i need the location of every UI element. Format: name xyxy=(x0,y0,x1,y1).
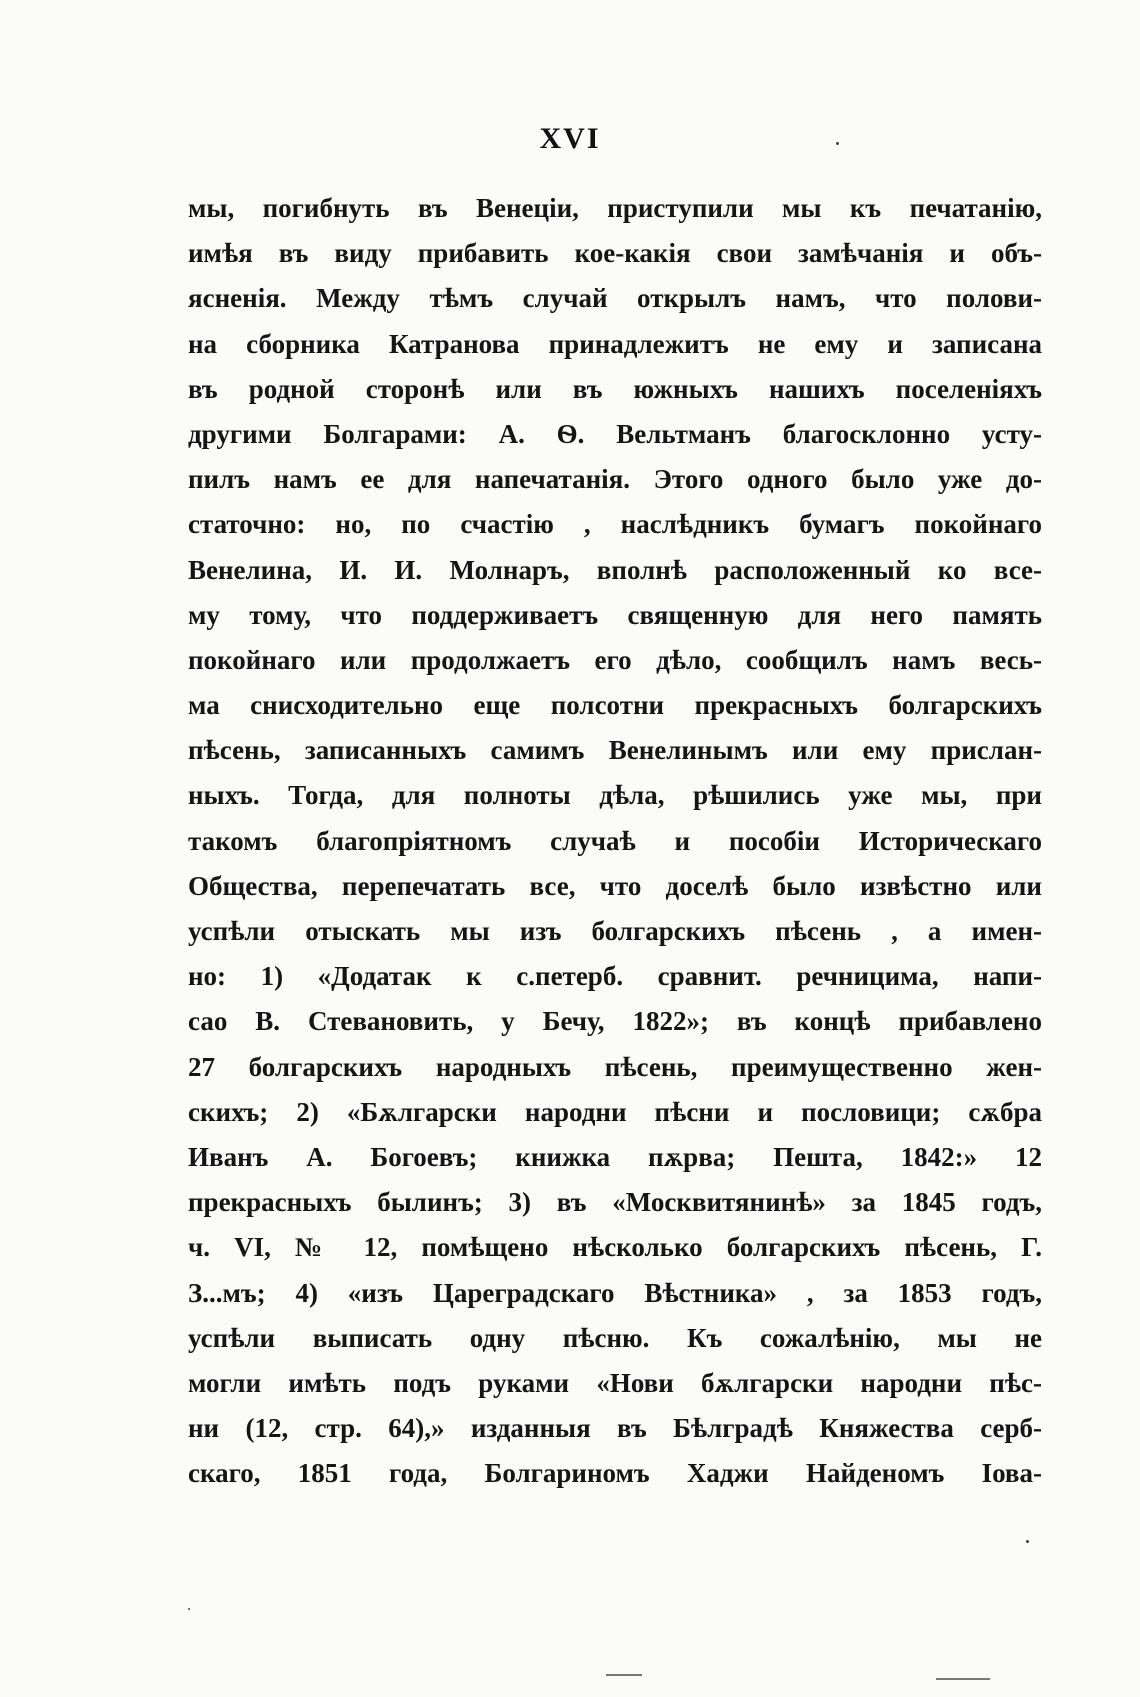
text-line: 27 болгарскихъ народныхъ пѣсень, преимущественно жен- xyxy=(188,1051,1042,1082)
text-line: Общества, перепечатать все, что доселѣ было извѣстно или xyxy=(188,870,1042,901)
text-line: успѣли отыскать мы изъ болгарскихъ пѣсень , а имен- xyxy=(188,916,1042,946)
text-line: ч. VI, № 12, помѣщено нѣсколько болгарскихъ пѣсень, Г. xyxy=(188,1232,1042,1263)
text-line: другими Болгарами: А. Ѳ. Вельтманъ благосклонно усту- xyxy=(188,418,1042,449)
text-line: скихъ; 2) «Бѫлгарски народни пѣсни и пословици; сѫбра xyxy=(188,1096,1042,1127)
text-line: ныхъ. Тогда, для полноты дѣла, рѣшились уже мы, при xyxy=(188,780,1042,811)
text-line: прекрасныхъ былинъ; 3) въ «Москвитянинѣ» за 1845 годъ, xyxy=(188,1187,1042,1218)
text-line: Венелина, И. И. Молнаръ, вполнѣ расположенный ко все- xyxy=(188,554,1042,585)
scan-edge-mark xyxy=(936,1678,990,1680)
text-line: покойнаго или продолжаетъ его дѣло, сообщилъ намъ весь- xyxy=(188,644,1042,675)
text-line: скаго, 1851 года, Болгариномъ Хаджи Найденомъ Іова- xyxy=(188,1458,1042,1489)
text-line: пилъ намъ ее для напечатанія. Этого одного было уже до- xyxy=(188,464,1042,495)
scan-speck xyxy=(1026,1540,1029,1543)
text-line: Иванъ А. Богоевъ; книжка пѫрва; Пешта, 1842:» 12 xyxy=(188,1141,1042,1172)
text-line: пѣсень, записанныхъ самимъ Венелинымъ или ему прислан- xyxy=(188,735,1042,766)
text-line: но: 1) «Додатак к с.петерб. сравнит. речницима, напи- xyxy=(188,961,1042,992)
body-text xyxy=(188,186,1042,1496)
text-line: ни (12, стр. 64),» изданныя въ Бѣлградѣ Княжества серб- xyxy=(188,1413,1042,1444)
page-number: XVI xyxy=(539,122,601,155)
text-line: въ родной сторонѣ или въ южныхъ нашихъ поселеніяхъ xyxy=(188,373,1042,404)
text-line: мы, погибнуть въ Венеціи, приступили мы къ печатанію, xyxy=(188,193,1042,223)
text-line: З...мъ; 4) «изъ Цареградскаго Вѣстника» , за 1853 годъ, xyxy=(188,1277,1042,1308)
text-line: такомъ благопріятномъ случаѣ и пособіи Историческаго xyxy=(188,825,1042,856)
text-line: успѣли выписать одну пѣсню. Къ сожалѣнію, мы не xyxy=(188,1322,1042,1353)
scan-edge-mark xyxy=(606,1674,642,1676)
text-line: имѣя въ виду прибавить кое-какія свои замѣчанія и объ- xyxy=(188,238,1042,269)
text-line: на сборника Катранова принадлежитъ не ему и записана xyxy=(188,328,1042,359)
text-line: му тому, что поддерживаетъ священную для него память xyxy=(188,599,1042,630)
text-line: ма снисходительно еще полсотни прекрасныхъ болгарскихъ xyxy=(188,690,1042,721)
scan-speck xyxy=(836,142,839,145)
text-line: могли имѣть подъ руками «Нови бѫлгарски народни пѣс- xyxy=(188,1367,1042,1398)
text-line: ясненія. Между тѣмъ случай открылъ намъ, что полови- xyxy=(188,283,1042,314)
scan-speck xyxy=(188,1608,190,1610)
text-line: статочно: но, по счастію , наслѣдникъ бумагъ покойнаго xyxy=(188,509,1042,540)
text-line: сао В. Стевановить, у Бечу, 1822»; въ концѣ прибавлено xyxy=(188,1006,1042,1037)
